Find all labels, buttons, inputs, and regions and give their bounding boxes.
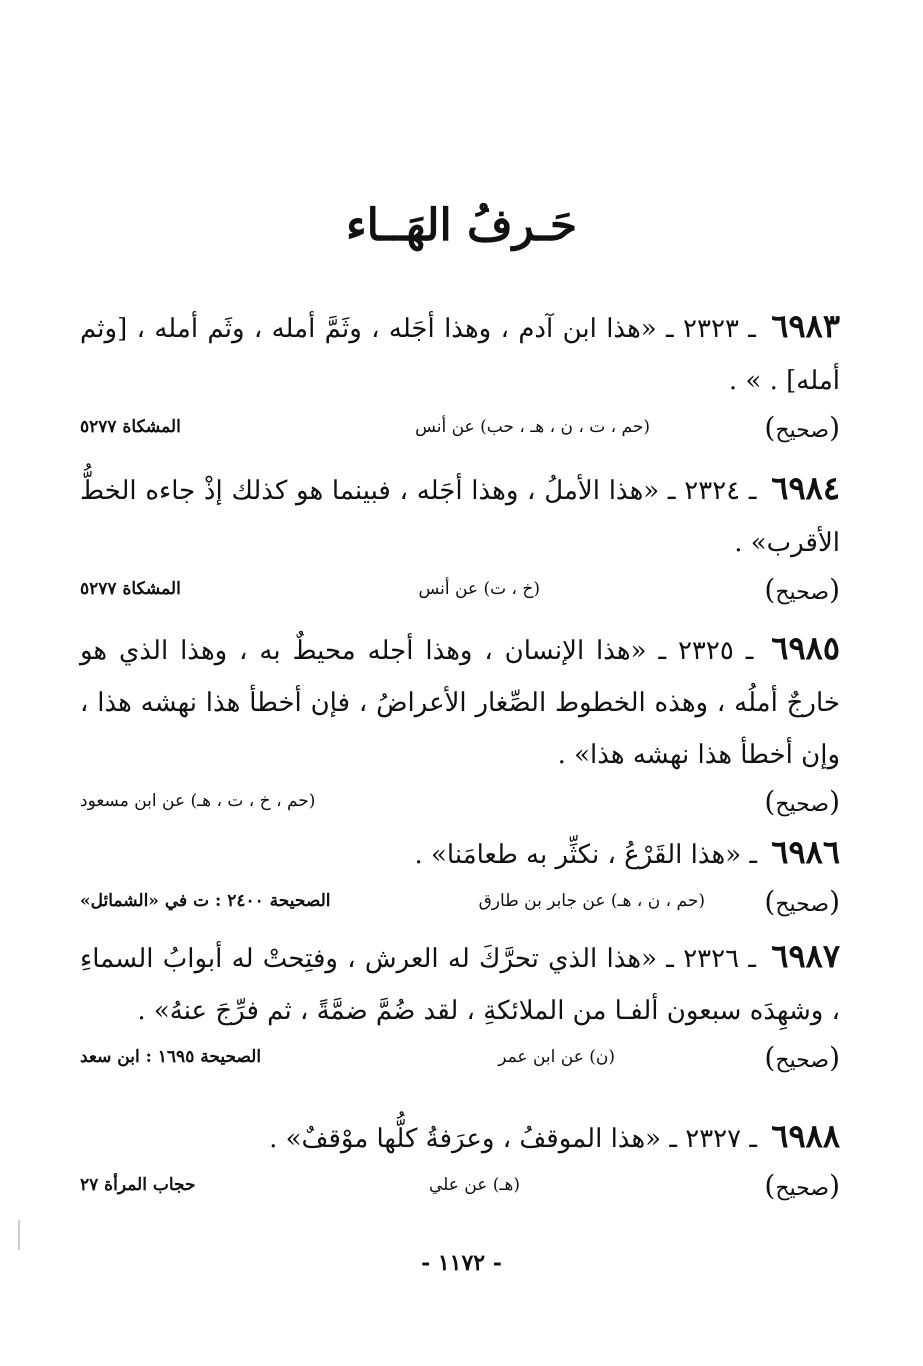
hadith-text: ـ ٢٣٢٥ ـ «هذا الإنسان ، وهذا أجله محيطٌ به ، وهذا الذي هو خارجٌ أملُه ، وهذه الخطوط الصِّغار الأعراضُ ، فإن أخطأ هذا نهشه هذا ، وإن أخطأ هذا نهشه هذا» . [80,636,840,770]
sources-text: (حم ، خ ، ت ، هـ) عن ابن مسعود [80,791,316,811]
scan-edge-mark [18,1220,20,1250]
sources-text: (ن) عن ابن عمر [498,1047,615,1067]
sources-text: (هـ) عن علي [428,1175,520,1195]
hadith-entry [80,1110,840,1209]
hadith-entry [80,826,840,925]
grade-text: صحيح [775,892,830,917]
hadith-text: ـ ٢٣٢٧ ـ «هذا الموقفُ ، وعرَفةُ كلُّها موْقفٌ» . [269,1124,757,1154]
grade-label: (صحيح) [764,1041,840,1074]
hadith-number: ٦٩٨٨ [771,1117,840,1155]
grade-text: صحيح [775,418,830,443]
reference-text: الصحيحة ٢٤٠٠ : ت في «الشمائل» [80,891,331,911]
source-row [80,885,840,925]
hadith-text-block [80,622,840,781]
hadith-entry [80,462,840,613]
grade-text: صحيح [775,792,830,817]
hadith-text-block [80,462,840,569]
hadith-text: ـ «هذا القَرْعُ ، نكثِّر به طعامَنا» . [414,840,757,870]
grade-text: صحيح [775,1176,830,1201]
page-number: - ١١٧٢ - [421,1250,502,1276]
hadith-entry [80,930,840,1081]
grade-label: (صحيح) [764,785,840,818]
grade-text: صحيح [775,580,830,605]
hadith-text-block [80,826,840,881]
hadith-text: ـ ٢٣٢٤ ـ «هذا الأملُ ، وهذا أجَله ، فبينما هو كذلك إذْ جاءه الخطُّ الأقرب» . [80,476,840,558]
grade-label: (صحيح) [764,1169,840,1202]
grade-label: (صحيح) [764,885,840,918]
sources-text: (خ ، ت) عن أنس [418,579,540,599]
hadith-number: ٦٩٨٥ [771,629,840,667]
hadith-text: ـ ٢٣٢٣ ـ «هذا ابن آدم ، وهذا أجَله ، وثَمَّ أمله ، وثَم أمله ، [وثم أمله] . » . [80,314,840,396]
sources-text: (حم ، ن ، هـ) عن جابر بن طارق [478,891,705,911]
reference-text: المشكاة ٥٢٧٧ [80,579,181,599]
grade-label: (صحيح) [764,411,840,444]
hadith-number: ٦٩٨٧ [771,937,840,975]
source-row [80,1041,840,1081]
sources-text: (حم ، ت ، ن ، هـ ، حب) عن أنس [415,417,650,437]
reference-text: حجاب المرأة ٢٧ [80,1175,196,1195]
hadith-number: ٦٩٨٣ [771,307,841,345]
source-row [80,1169,840,1209]
source-row [80,573,840,613]
hadith-text-block [80,1110,840,1165]
source-row [80,785,840,825]
hadith-number: ٦٩٨٦ [771,833,840,871]
reference-text: المشكاة ٥٢٧٧ [80,417,181,437]
hadith-entry [80,622,840,825]
hadith-text: ـ ٢٣٢٦ ـ «هذا الذي تحرَّكَ له العرش ، وفتِحتْ له أبوابُ السماءِ ، وشهِدَه سبعون ألفـا من الملائكةِ ، لقد ضُمَّ ضمَّةً ، ثم فرِّجَ عنهُ» . [80,944,840,1026]
hadith-text-block [80,300,840,407]
hadith-entry [80,300,840,451]
hadith-number: ٦٩٨٤ [771,469,841,507]
grade-text: صحيح [775,1048,830,1073]
source-row [80,411,840,451]
grade-label: (صحيح) [764,573,840,606]
chapter-title: حَـرفُ الهَــاء [345,200,578,251]
reference-text: الصحيحة ١٦٩٥ : ابن سعد [80,1047,262,1067]
hadith-text-block [80,930,840,1037]
